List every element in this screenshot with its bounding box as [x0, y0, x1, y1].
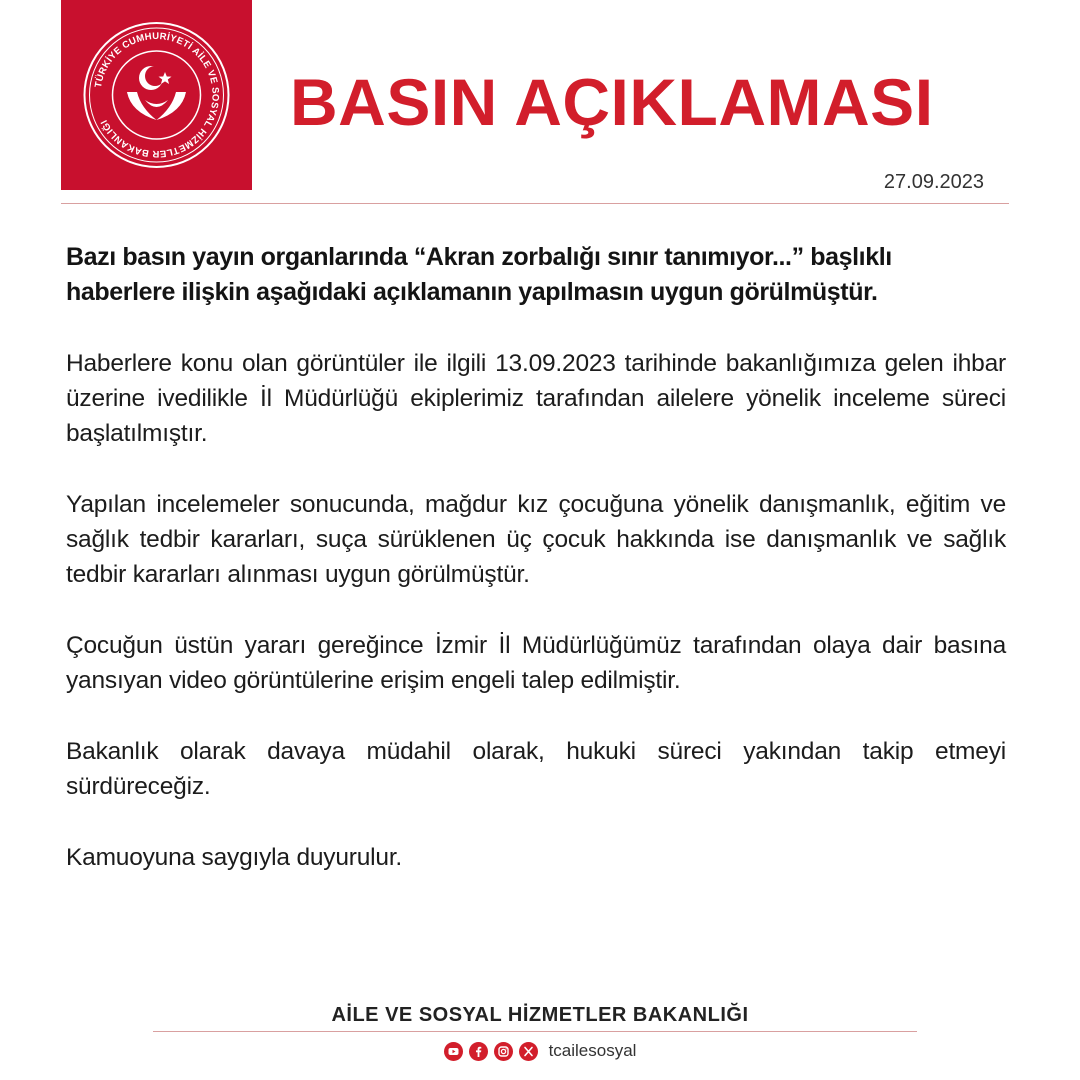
body-paragraph: Bakanlık olarak davaya müdahil olarak, hukuki süreci yakından takip etmeyi sürdüreceğiz. [66, 738, 1006, 800]
body-paragraph: Çocuğun üstün yararı gereğince İzmir İl Müdürlüğümüz tarafından olaya dair basına yansıyan video görüntülerine erişim engeli talep edilmiştir. [66, 632, 1006, 694]
page-title: BASIN AÇIKLAMASI [290, 65, 934, 139]
closing-paragraph: Kamuoyuna saygıyla duyurulur. [66, 844, 403, 871]
x-icon[interactable] [519, 1042, 538, 1061]
ministry-logo [61, 0, 252, 190]
body-paragraph: Haberlere konu olan görüntüler ile ilgili 13.09.2023 tarihinde bakanlığımıza gelen ihbar üzerine ivedilikle İl Müdürlüğü ekiplerimiz tarafından ailelere yönelik inceleme süreci başlatılmıştır. [66, 350, 1006, 447]
instagram-icon[interactable] [494, 1042, 513, 1061]
header-divider [61, 203, 1009, 204]
lead-paragraph: Bazı basın yayın organlarında “Akran zorbalığı sınır tanımıyor...” başlıklı haberlere ilişkin aşağıdaki açıklamanın yapılmasın uygun görülmüştür. [66, 243, 892, 306]
logo-ring-text: TÜRKİYE CUMHURİYETİ AİLE VE SOSYAL HİZMETLER BAKANLIĞI [92, 30, 221, 160]
body-paragraph: Yapılan incelemeler sonucunda, mağdur kız çocuğuna yönelik danışmanlık, eğitim ve sağlık tedbir kararları, suça sürüklenen üç çocuk hakkında ise danışmanlık ve sağlık tedbir kararları alınması uygun görülmüştür. [66, 491, 1006, 588]
press-release-body [66, 240, 1006, 875]
ministry-emblem-icon [61, 0, 252, 190]
footer-divider [153, 1031, 917, 1032]
social-handle[interactable]: tcailesosyal [548, 1041, 637, 1060]
youtube-icon[interactable] [444, 1042, 463, 1061]
social-links [0, 1041, 1080, 1061]
facebook-icon[interactable] [469, 1042, 488, 1061]
footer-ministry-name: AİLE VE SOSYAL HİZMETLER BAKANLIĞI [331, 1004, 749, 1026]
release-date: 27.09.2023 [883, 171, 984, 193]
